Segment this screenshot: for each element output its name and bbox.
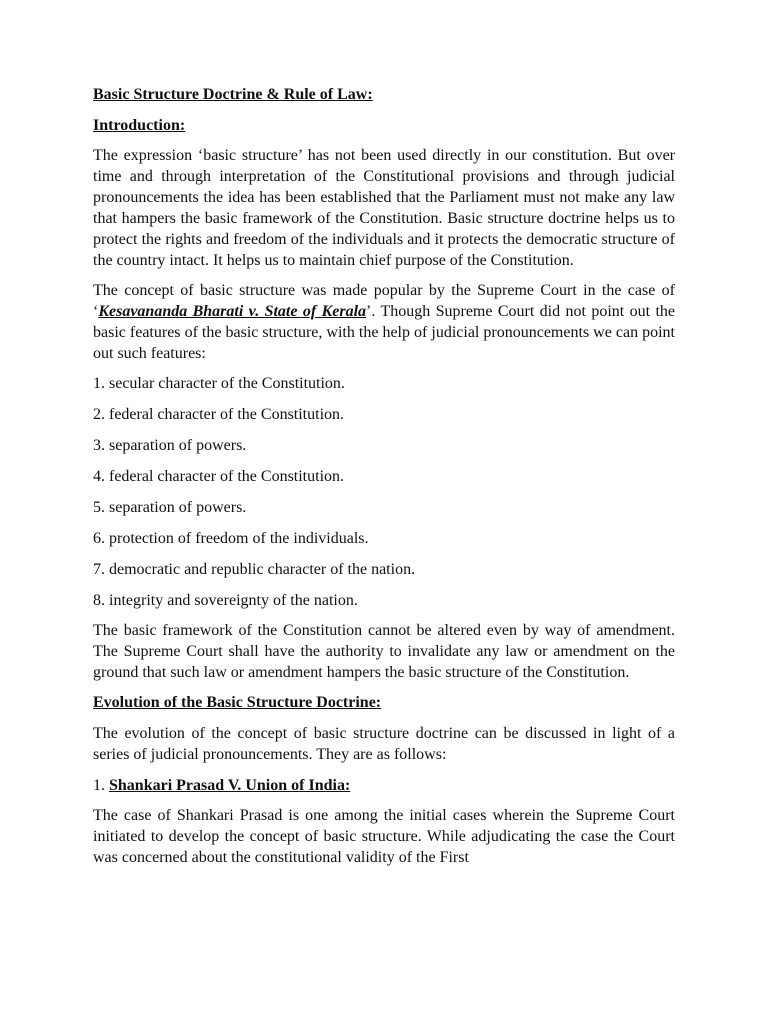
feature-item-1: 1. secular character of the Constitution. bbox=[93, 375, 345, 392]
case-1-paragraph: The case of Shankari Prasad is one among the initial cases wherein the Supreme Court initiated to develop the concept of basic structure. While adjudicating the case the Court was concerned about the constitutional validity of the First bbox=[93, 807, 675, 866]
concept-text-after: ’. Though Supreme Court did not point out the basic features of the basic structure, with the help of judicial pronouncements we can point out such features: bbox=[93, 303, 675, 362]
feature-item-8: 8. integrity and sovereignty of the nation. bbox=[93, 592, 358, 609]
document-title: Basic Structure Doctrine & Rule of Law: bbox=[93, 86, 373, 103]
feature-item-2: 2. federal character of the Constitution. bbox=[93, 406, 345, 423]
evolution-paragraph: The evolution of the concept of basic structure doctrine can be discussed in light of a series of judicial pronouncements. They are as follows: bbox=[93, 725, 675, 763]
feature-item-5: 5. separation of powers. bbox=[93, 499, 247, 516]
kesavananda-case-name: Kesavananda Bharati v. State of Kerala bbox=[98, 303, 367, 320]
case-1-number: 1. bbox=[93, 777, 105, 794]
introduction-paragraph: The expression ‘basic structure’ has not been used directly in our constitution. But over time and through interpretation of the Constitutional provisions and through judicial pronouncements the idea has been established that the Parliament must not make any law that hampers the basic framework of the Constitution. Basic structure doctrine helps us to protect the rights and freedom of the individuals and it protects the democratic structure of the country intact. It helps us to maintain chief purpose of the Constitution. bbox=[93, 147, 675, 269]
case-1-heading bbox=[93, 775, 675, 796]
evolution-heading: Evolution of the Basic Structure Doctrine: bbox=[93, 694, 382, 711]
feature-item-6: 6. protection of freedom of the individuals. bbox=[93, 530, 369, 547]
document-body bbox=[93, 84, 675, 868]
concept-text-before: The concept of basic structure was made popular by the Supreme Court in the case of ‘ bbox=[93, 282, 675, 320]
case-1-title: Shankari Prasad V. Union of India: bbox=[109, 777, 351, 794]
feature-item-3: 3. separation of powers. bbox=[93, 437, 247, 454]
introduction-heading: Introduction: bbox=[93, 117, 186, 134]
feature-item-4: 4. federal character of the Constitution. bbox=[93, 468, 345, 485]
framework-paragraph: The basic framework of the Constitution cannot be altered even by way of amendment. The Supreme Court shall have the authority to invalidate any law or amendment on the ground that such law or amendment hampers the basic structure of the Constitution. bbox=[93, 622, 675, 681]
concept-paragraph bbox=[93, 280, 675, 364]
feature-item-7: 7. democratic and republic character of the nation. bbox=[93, 561, 416, 578]
